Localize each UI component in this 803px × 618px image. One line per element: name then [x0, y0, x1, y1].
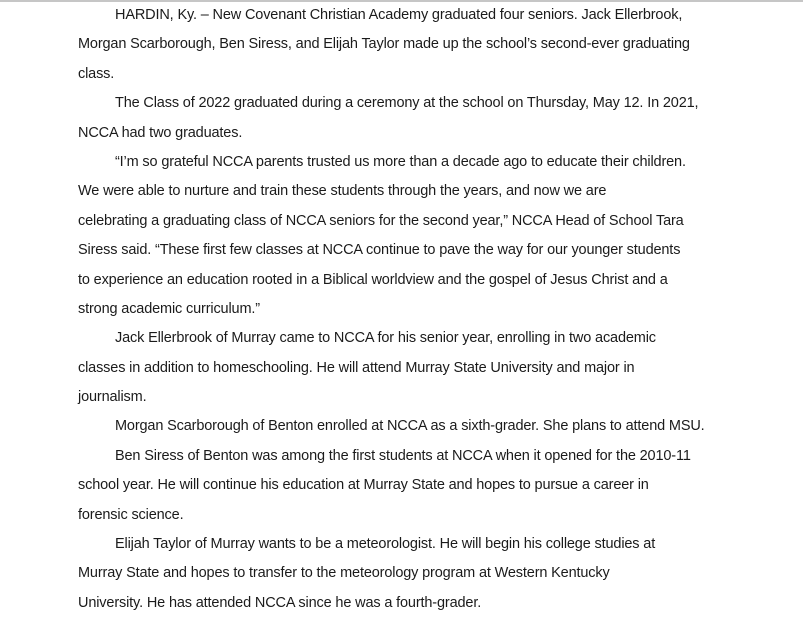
- text-line: Ben Siress of Benton was among the first students at NCCA when it opened for the 2010-11: [115, 447, 691, 464]
- text-line: school year. He will continue his education at Murray State and hopes to pursue a career in: [78, 477, 649, 494]
- paragraph: [78, 530, 738, 618]
- text-line: Murray State and hopes to transfer to the meteorology program at Western Kentucky: [78, 565, 610, 582]
- text-line: University. He has attended NCCA since he was a fourth-grader.: [78, 594, 482, 611]
- text-line: to experience an education rooted in a Biblical worldview and the gospel of Jesus Christ and a: [78, 271, 668, 288]
- text-line: journalism.: [78, 389, 147, 406]
- text-line: We were able to nurture and train these students through the years, and now we are: [78, 183, 607, 200]
- text-line: “I’m so grateful NCCA parents trusted us more than a decade ago to educate their children.: [115, 153, 686, 170]
- text-line: forensic science.: [78, 506, 184, 523]
- text-line: Morgan Scarborough of Benton enrolled at NCCA as a sixth-grader. She plans to attend MSU.: [115, 418, 705, 435]
- paragraph: [78, 412, 738, 441]
- paragraph: [78, 324, 738, 412]
- paragraph: [78, 89, 738, 148]
- text-line: HARDIN, Ky. – New Covenant Christian Academy graduated four seniors. Jack Ellerbrook,: [115, 7, 683, 23]
- text-line: Jack Ellerbrook of Murray came to NCCA for his senior year, enrolling in two academic: [115, 330, 656, 347]
- text-line: Elijah Taylor of Murray wants to be a meteorologist. He will begin his college studies at: [115, 536, 656, 553]
- text-line: The Class of 2022 graduated during a ceremony at the school on Thursday, May 12. In 2021,: [115, 95, 699, 112]
- paragraph: [78, 148, 738, 324]
- paragraph: [78, 1, 738, 89]
- document-body[interactable]: [78, 1, 738, 618]
- paragraph: [78, 442, 738, 530]
- text-line: Siress said. “These first few classes at NCCA continue to pave the way for our younger students: [78, 242, 681, 259]
- text-line: celebrating a graduating class of NCCA seniors for the second year,” NCCA Head of School Tara: [78, 212, 684, 229]
- text-line: classes in addition to homeschooling. He will attend Murray State University and major in: [78, 359, 635, 376]
- text-line: strong academic curriculum.”: [78, 300, 260, 317]
- text-line: Morgan Scarborough, Ben Siress, and Elijah Taylor made up the school’s second-ever graduating: [78, 36, 690, 53]
- text-line: NCCA had two graduates.: [78, 124, 243, 141]
- text-line: class.: [78, 65, 115, 82]
